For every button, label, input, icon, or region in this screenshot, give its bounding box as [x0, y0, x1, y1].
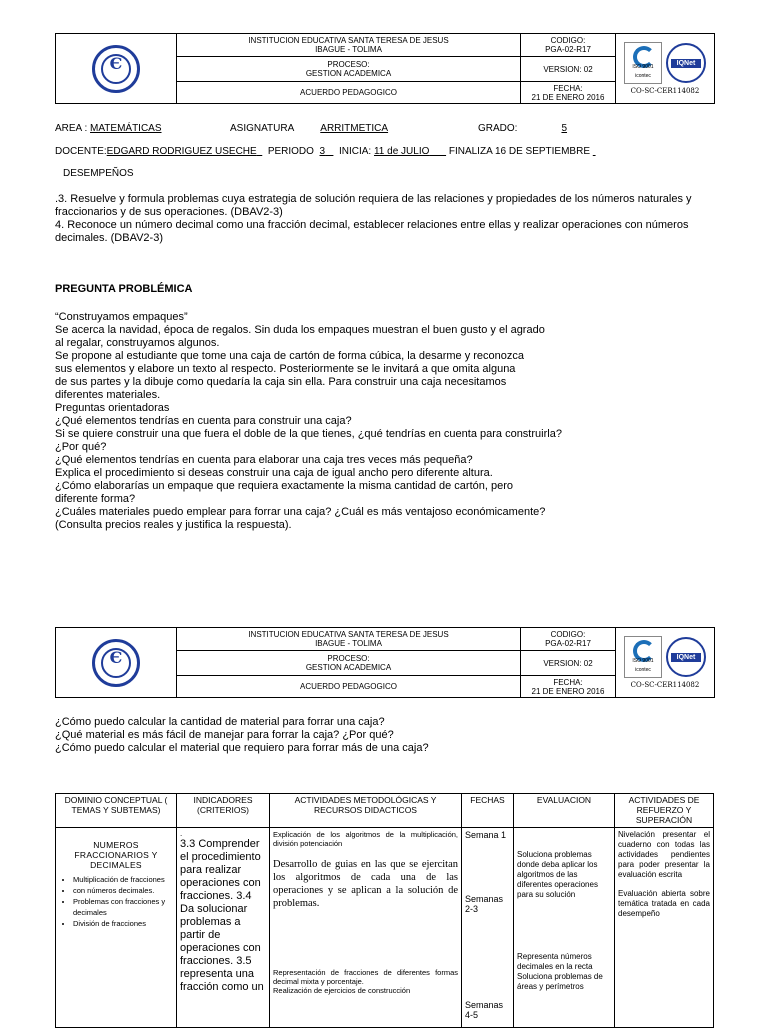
pregunta-line: “Construyamos empaques”	[55, 311, 188, 323]
header-refuerzo: ACTIVIDADES DE REFUERZO Y SUPERACIÓN	[615, 794, 714, 828]
pregunta-line: diferente forma?	[55, 493, 136, 505]
refuerzo-cell	[615, 828, 714, 1028]
pregunta-line: al regalar, construyamos algunos.	[55, 337, 220, 349]
pregunta-line: ¿Cuáles materiales puedo emplear para forrar una caja? ¿Cuál es más ventajoso económicamente?	[55, 506, 546, 518]
fecha-1: Semana 1	[465, 830, 507, 840]
pregunta-line: diferentes materiales.	[55, 389, 161, 401]
asignatura-line: ASIGNATURA ARRITMETICA	[230, 123, 389, 134]
codigo-value: PGA-02-R17	[545, 45, 591, 54]
document-type: ACUERDO PEDAGOGICO	[177, 82, 521, 104]
evaluacion-cell	[514, 828, 615, 1028]
header-fechas: FECHAS	[462, 794, 514, 828]
proceso-cell: PROCESO: GESTION ACADEMICA	[177, 651, 521, 676]
list-item: • con números decimales.	[73, 885, 173, 896]
fecha-3: Semanas 4-5	[465, 1000, 504, 1020]
pregunta-line: de sus partes y la dibuje como quedaría la caja sin ella. Para construir una caja necesitamos	[55, 376, 507, 388]
pregunta-line: Preguntas orientadoras	[55, 402, 170, 414]
refuerzo-2: Evaluación abierta sobre temática tratada en cada desempeño	[618, 889, 710, 918]
school-logo-cell	[56, 34, 177, 104]
dominio-title: NUMEROS FRACCIONARIOS Y DECIMALES	[74, 840, 158, 870]
indicadores-text: 3.3 Comprender el procedimiento para realizar operaciones con fracciones. 3.4 Da solucionar problemas a partir de operaciones con fracciones. 3.5 representa una fracción como un	[180, 838, 264, 993]
dominio-list	[59, 874, 173, 929]
refuerzo-1: Nivelación presentar el cuaderno con todas las actividades pendientes para poder presentar la evaluación escrita	[618, 830, 710, 879]
actividades-cell	[270, 828, 462, 1028]
area-line: AREA : MATEMÁTICAS	[55, 123, 162, 134]
codigo-cell: CODIGO: PGA-02-R17	[521, 628, 616, 651]
school-logo-cell	[56, 628, 177, 698]
institution-cell	[177, 34, 521, 57]
header-evaluacion: EVALUACION	[514, 794, 615, 828]
pregunta-text	[55, 311, 655, 532]
pregunta-line: ¿Qué elementos tendrías en cuenta para elaborar una caja tres veces más pequeña?	[55, 454, 473, 466]
certificate-code: CO-SC-CER114082	[630, 86, 700, 95]
fecha-2: Semanas 2-3	[465, 894, 504, 914]
indicadores-cell: . 3.3 Comprender el procedimiento para realizar operaciones con fracciones. 3.4 Da solucionar problemas a partir de operaciones con fracciones. 3.5 representa una fracción como un	[177, 828, 270, 1028]
pregunta-line: ¿Por qué?	[55, 441, 107, 453]
list-item: • Multiplicación de fracciones	[73, 874, 173, 885]
desempeno-3: .3. Resuelve y formula problemas cuya estrategia de solución requiera de las relaciones y propiedades de los números naturales y fraccionarios y de sus operaciones. (DBAV2-3)	[55, 193, 692, 218]
planning-table	[55, 793, 714, 1028]
certificate-code: CO-SC-CER114082	[630, 680, 700, 689]
icontec-iso-logo-icon: ISO 9001 icontec	[624, 42, 662, 84]
institution-cell: INSTITUCION EDUCATIVA SANTA TERESA DE JESUS IBAGUE - TOLIMA	[177, 628, 521, 651]
header-dominio: DOMINIO CONCEPTUAL ( TEMAS Y SUBTEMAS)	[56, 794, 177, 828]
fecha-cell: FECHA: 21 DE ENERO 2016	[521, 676, 616, 698]
pregunta-line: sus elementos y elabore un texto al respecto. Posteriormente se le invitará a que omita alguna	[55, 363, 516, 375]
institution-name: INSTITUCION EDUCATIVA SANTA TERESA DE JESUS	[248, 36, 449, 45]
pregunta-line: ¿Cómo elaborarías un empaque que requiera exactamente la misma cantidad de cartón, pero	[55, 480, 513, 492]
header-actividades: ACTIVIDADES METODOLÓGICAS Y RECURSOS DIDACTICOS	[270, 794, 462, 828]
grado-line: GRADO: 5	[478, 123, 568, 134]
evaluacion-1: Soluciona problemas donde deba aplicar los algoritmos de las diferentes operaciones para su solución	[517, 850, 598, 899]
pregunta-line: Explica el procedimiento si deseas construir una caja de igual ancho pero diferente altura.	[55, 467, 493, 479]
iqnet-logo-icon: IQNet	[666, 637, 706, 677]
docente-line: DOCENTE:EDGARD RODRIGUEZ USECHE PERIODO 3 INICIA: 11 de JULIO FINALIZA 16 DE SEPTIEMBRE	[55, 146, 590, 157]
proceso-cell: PROCESO: GESTION ACADEMICA	[177, 57, 521, 82]
pregunta-line: Se acerca la navidad, época de regalos. Sin duda los empaques muestran el buen gusto y el agrado	[55, 324, 545, 336]
icontec-iso-logo-icon: ISO 9001 icontec	[624, 636, 662, 678]
actividad-2: Desarrollo de guias en las que se ejercitan los algoritmos de cada una de las operaciones y se aplican a la solución de problemas.	[273, 859, 458, 909]
page2-questions: ¿Cómo puedo calcular la cantidad de material para forrar una caja? ¿Qué material es más fácil de manejar para forrar la caja? ¿Por qué? ¿Cómo puedo calcular el material que requiero para forrar más de una caja?	[55, 716, 429, 754]
list-item: • División de fracciones	[73, 918, 173, 929]
certification-cell	[616, 628, 715, 698]
evaluacion-2: Representa números decimales en la recta	[517, 952, 593, 971]
iqnet-logo-icon: IQNet	[666, 43, 706, 83]
version-cell: VERSION: 02	[521, 651, 616, 676]
pregunta-title: PREGUNTA PROBLÉMICA	[55, 283, 193, 295]
fecha-cell: FECHA: 21 DE ENERO 2016	[521, 82, 616, 104]
school-logo-icon: Є	[92, 45, 140, 93]
pregunta-line: ¿Qué elementos tendrías en cuenta para construir una caja?	[55, 415, 352, 427]
desempenos-label: DESEMPEÑOS	[63, 168, 134, 179]
desempenos-text	[55, 193, 715, 245]
dominio-cell	[56, 828, 177, 1028]
school-logo-icon: Є	[92, 639, 140, 687]
pregunta-line: Se propone al estudiante que tome una caja de cartón de forma cúbica, la desarme y reconozca	[55, 350, 525, 362]
actividad-4: Realización de ejercicios de construcción	[273, 986, 411, 995]
document-header-2	[55, 627, 715, 698]
pregunta-line: (Consulta precios reales y justifica la respuesta).	[55, 519, 292, 531]
fechas-cell	[462, 828, 514, 1028]
codigo-cell: CODIGO: PGA-02-R17	[521, 34, 616, 57]
desempeno-4: 4. Reconoce un número decimal como una fracción decimal, establecer relaciones entre ellas y realizar operaciones con números decimales. (DBAV2-3)	[55, 219, 689, 244]
actividad-1: Explicación de los algoritmos de la multiplicación, división potenciación	[273, 830, 458, 848]
evaluacion-3: Soluciona problemas de áreas y perímetros	[517, 972, 603, 991]
actividad-3: Representación de fracciones de diferentes formas decimal mixta y porcentaje.	[273, 968, 458, 986]
pregunta-line: Si se quiere construir una que fuera el doble de la que tienes, ¿qué tendrías en cuenta para construirla?	[55, 428, 562, 440]
header-indicadores: INDICADORES (CRITERIOS)	[177, 794, 270, 828]
document-type: ACUERDO PEDAGOGICO	[177, 676, 521, 698]
certification-cell	[616, 34, 715, 104]
institution-city: IBAGUE - TOLIMA	[315, 45, 382, 54]
list-item: • Problemas con fracciones y decimales	[73, 896, 173, 918]
version-cell: VERSION: 02	[521, 57, 616, 82]
document-header	[55, 33, 715, 104]
